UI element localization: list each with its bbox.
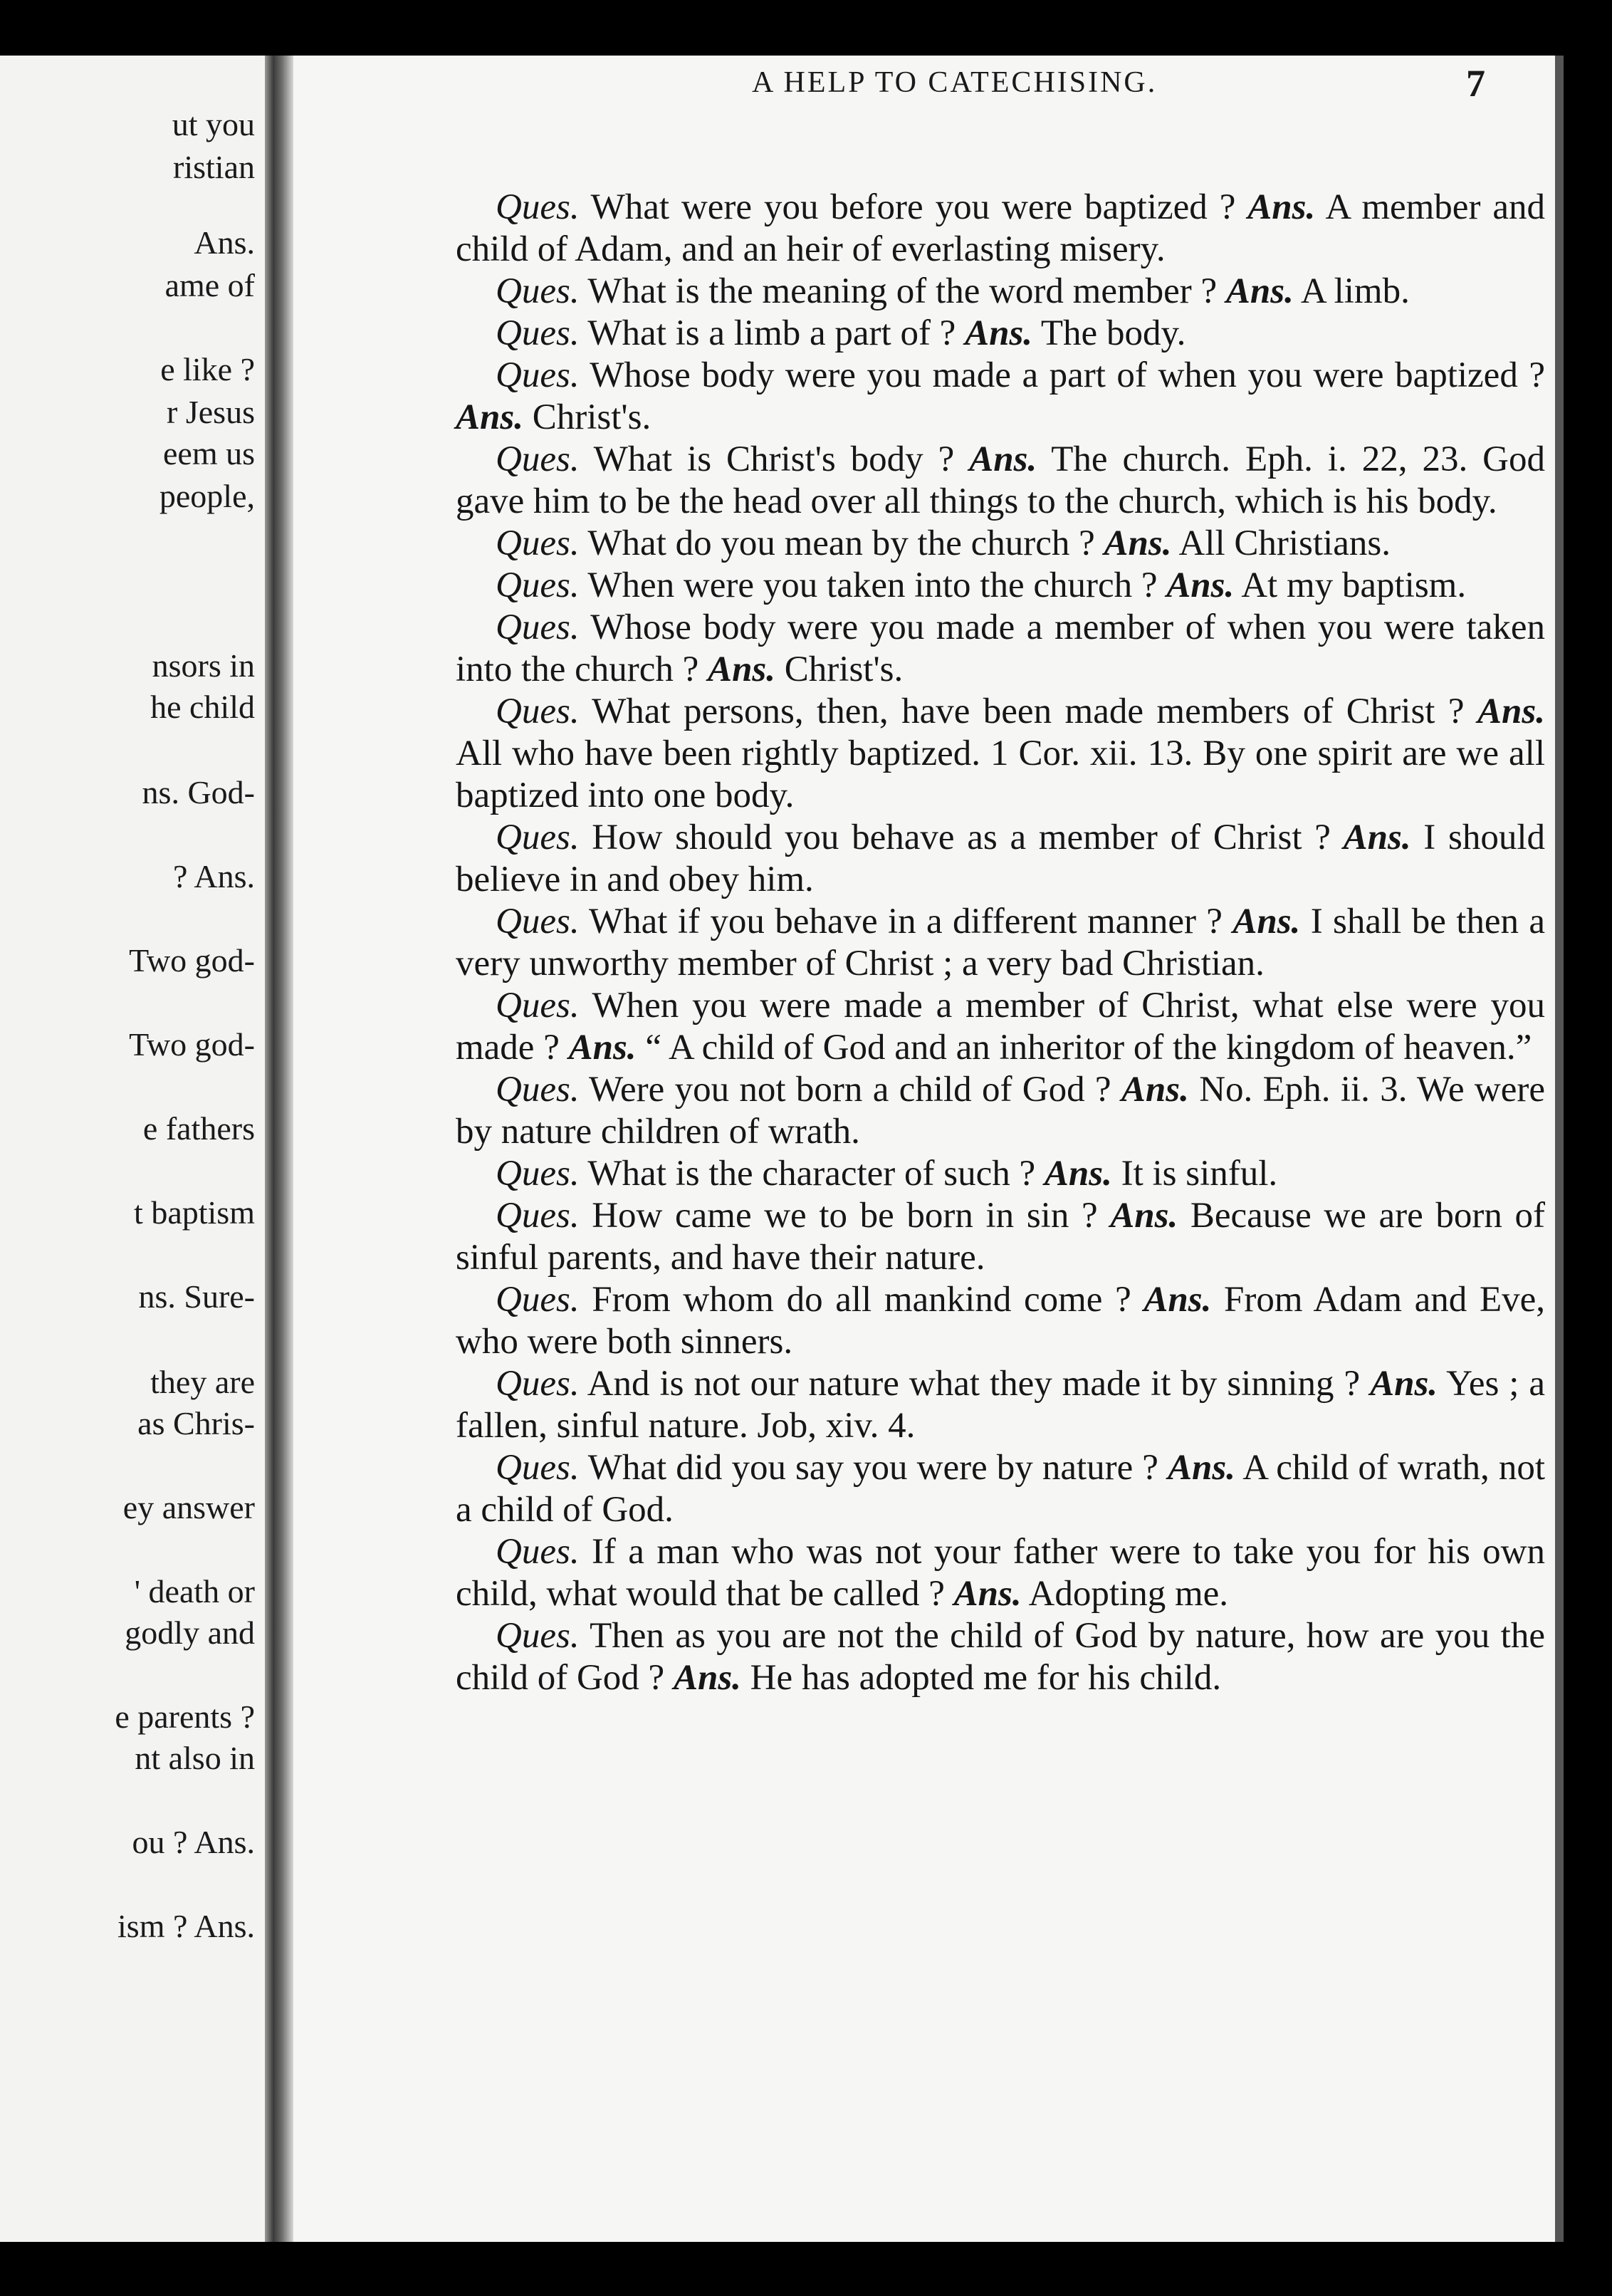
previous-page-line-fragment: ism ? Ans. xyxy=(117,1908,255,1944)
answer-text: He has adopted me for his child. xyxy=(750,1658,1222,1698)
qa-entry xyxy=(456,1363,1545,1447)
question-label: Ques. xyxy=(496,1154,580,1194)
qa-entry xyxy=(456,607,1545,691)
answer-label: Ans. xyxy=(456,397,523,437)
question-label: Ques. xyxy=(496,565,580,605)
question-text: Whose body were you made a member of when you were taken into the church ? xyxy=(456,607,1545,689)
answer-label: Ans. xyxy=(1370,1364,1438,1404)
question-label: Ques. xyxy=(496,902,580,941)
answer-text: From Adam and Eve, who were both sinners. xyxy=(456,1280,1545,1362)
question-text: When you were made a member of Christ, what else were you made ? xyxy=(456,986,1545,1068)
question-label: Ques. xyxy=(496,355,580,395)
question-text: How came we to be born in sin ? xyxy=(592,1196,1098,1236)
answer-label: Ans. xyxy=(673,1658,741,1698)
answer-text: A member and child of Adam, and an heir of everlasting misery. xyxy=(456,187,1545,269)
answer-label: Ans. xyxy=(1168,1448,1235,1488)
qa-entry xyxy=(456,565,1545,607)
qa-entry xyxy=(456,271,1545,313)
answer-text: I shall be then a very unworthy member of Christ ; a very bad Christian. xyxy=(456,902,1546,983)
answer-label: Ans. xyxy=(969,439,1037,479)
question-label: Ques. xyxy=(496,1070,580,1110)
question-label: Ques. xyxy=(496,1616,580,1656)
qa-entry xyxy=(456,817,1545,901)
previous-page-line-fragment: e fathers xyxy=(142,1110,255,1147)
answer-text: A limb. xyxy=(1300,271,1410,311)
answer-text: All who have been rightly baptized. 1 Cor. xii. 13. By one spirit are we all baptized into one body. xyxy=(456,734,1545,815)
previous-page-line-fragment: eem us xyxy=(162,435,255,471)
answer-text: Christ's. xyxy=(532,397,651,437)
previous-page-edge xyxy=(0,56,265,2242)
answer-text: “ A child of God and an inheritor of the kingdom of heaven.” xyxy=(645,1028,1532,1068)
answer-text: Yes ; a fallen, sinful nature. Job, xiv. 4. xyxy=(456,1364,1546,1446)
answer-label: Ans. xyxy=(708,649,776,689)
previous-page-line-fragment: nsors in xyxy=(152,647,255,684)
qa-entry xyxy=(456,1069,1545,1153)
question-label: Ques. xyxy=(496,271,580,311)
question-label: Ques. xyxy=(496,607,580,647)
answer-label: Ans. xyxy=(1225,271,1294,311)
question-label: Ques. xyxy=(496,986,580,1026)
answer-label: Ans. xyxy=(1110,1196,1178,1236)
question-label: Ques. xyxy=(496,313,580,353)
question-text: Whose body were you made a part of when you were baptized ? xyxy=(590,355,1545,395)
question-text: Were you not born a child of God ? xyxy=(588,1070,1111,1110)
question-text: What did you say you were by nature ? xyxy=(587,1448,1158,1488)
previous-page-line-fragment: e like ? xyxy=(160,351,255,387)
qa-entry xyxy=(456,985,1545,1069)
previous-page-line-fragment: ame of xyxy=(164,267,255,303)
qa-entry xyxy=(456,355,1545,439)
previous-page-line-fragment: ns. God- xyxy=(142,774,255,810)
previous-page-line-fragment: ? Ans. xyxy=(173,858,255,894)
qa-entry xyxy=(456,691,1545,817)
page-edge-shadow xyxy=(1555,56,1564,2242)
answer-text: It is sinful. xyxy=(1121,1154,1278,1194)
previous-page-line-fragment: Two god- xyxy=(129,942,255,979)
previous-page-line-fragment: as Chris- xyxy=(137,1405,255,1441)
question-text: What do you mean by the church ? xyxy=(587,523,1095,563)
previous-page-line-fragment: ut you xyxy=(172,106,255,142)
question-label: Ques. xyxy=(496,1448,580,1488)
question-text: What if you behave in a different manner ? xyxy=(589,902,1223,941)
previous-page-line-fragment: he child xyxy=(150,689,255,725)
qa-entry xyxy=(456,1531,1545,1615)
previous-page-line-fragment: Two god- xyxy=(129,1026,255,1063)
answer-label: Ans. xyxy=(1343,818,1411,857)
previous-page-line-fragment: ns. Sure- xyxy=(138,1278,255,1315)
qa-entry xyxy=(456,1153,1545,1195)
previous-page-line-fragment: ' death or xyxy=(134,1573,255,1609)
question-text: And is not our nature what they made it by sinning ? xyxy=(587,1364,1361,1404)
question-text: What is Christ's body ? xyxy=(593,439,955,479)
answer-label: Ans. xyxy=(1044,1154,1112,1194)
question-text: How should you behave as a member of Christ ? xyxy=(592,818,1331,857)
page-number: 7 xyxy=(1466,62,1485,105)
question-text: What is a limb a part of ? xyxy=(587,313,956,353)
answer-label: Ans. xyxy=(568,1028,637,1068)
question-text: What persons, then, have been made members of Christ ? xyxy=(592,692,1465,731)
answer-label: Ans. xyxy=(953,1574,1022,1614)
qa-entry xyxy=(456,1279,1545,1363)
page-header xyxy=(460,62,1556,115)
qa-entry xyxy=(456,187,1545,271)
answer-text: No. Eph. ii. 3. We were by nature children of wrath. xyxy=(456,1070,1545,1152)
answer-text: A child of wrath, not a child of God. xyxy=(456,1448,1545,1530)
qa-entry xyxy=(456,313,1545,355)
question-text: If a man who was not your father were to take you for his own child, what would that be called ? xyxy=(456,1532,1545,1614)
previous-page-line-fragment: t baptism xyxy=(134,1194,255,1231)
qa-entry xyxy=(456,1615,1545,1699)
question-text: Then as you are not the child of God by nature, how are you the child of God ? xyxy=(456,1616,1545,1698)
question-text: What is the character of such ? xyxy=(587,1154,1036,1194)
question-label: Ques. xyxy=(496,692,580,731)
previous-page-line-fragment: ey answer xyxy=(122,1489,255,1525)
qa-entry xyxy=(456,1195,1545,1279)
question-label: Ques. xyxy=(496,1196,580,1236)
question-text: What were you before you were baptized ? xyxy=(590,187,1236,227)
answer-label: Ans. xyxy=(1247,187,1316,227)
answer-label: Ans. xyxy=(1166,565,1235,605)
answer-label: Ans. xyxy=(1121,1070,1189,1110)
answer-text: Adopting me. xyxy=(1028,1574,1229,1614)
previous-page-line-fragment: people, xyxy=(159,478,255,514)
previous-page-line-fragment: r Jesus xyxy=(167,394,255,430)
answer-label: Ans. xyxy=(1477,692,1546,731)
answer-text: All Christians. xyxy=(1178,523,1391,563)
qa-entry xyxy=(456,1447,1545,1531)
previous-page-line-fragment: godly and xyxy=(125,1614,255,1651)
question-text: From whom do all mankind come ? xyxy=(592,1280,1131,1320)
question-text: When were you taken into the church ? xyxy=(587,565,1158,605)
answer-text: Christ's. xyxy=(784,649,904,689)
answer-label: Ans. xyxy=(1104,523,1172,563)
book-gutter xyxy=(265,56,293,2242)
question-label: Ques. xyxy=(496,1280,580,1320)
question-label: Ques. xyxy=(496,818,580,857)
question-label: Ques. xyxy=(496,1532,580,1572)
previous-page-line-fragment: nt also in xyxy=(135,1740,255,1776)
qa-entry xyxy=(456,523,1545,565)
question-label: Ques. xyxy=(496,187,580,227)
running-title: A HELP TO CATECHISING. xyxy=(752,66,1158,99)
answer-text: The body. xyxy=(1040,313,1186,353)
catechism-text xyxy=(456,187,1545,1699)
answer-label: Ans. xyxy=(1143,1280,1212,1320)
answer-label: Ans. xyxy=(965,313,1033,353)
answer-text: I should believe in and obey him. xyxy=(456,818,1546,899)
question-text: What is the meaning of the word member ? xyxy=(587,271,1218,311)
answer-text: Because we are born of sinful parents, and have their nature. xyxy=(456,1196,1546,1278)
question-label: Ques. xyxy=(496,439,580,479)
answer-label: Ans. xyxy=(1232,902,1301,941)
question-label: Ques. xyxy=(496,1364,580,1404)
previous-page-line-fragment: Ans. xyxy=(194,224,255,261)
answer-text: The church. Eph. i. 22, 23. God gave him to be the head over all things to the church, which is his body. xyxy=(456,439,1545,521)
question-label: Ques. xyxy=(496,523,580,563)
previous-page-line-fragment: ristian xyxy=(173,149,255,185)
qa-entry xyxy=(456,439,1545,523)
previous-page-line-fragment: e parents ? xyxy=(115,1698,255,1735)
previous-page-line-fragment: ou ? Ans. xyxy=(132,1824,255,1860)
qa-entry xyxy=(456,901,1545,985)
answer-text: At my baptism. xyxy=(1241,565,1467,605)
previous-page-line-fragment: they are xyxy=(150,1364,255,1400)
